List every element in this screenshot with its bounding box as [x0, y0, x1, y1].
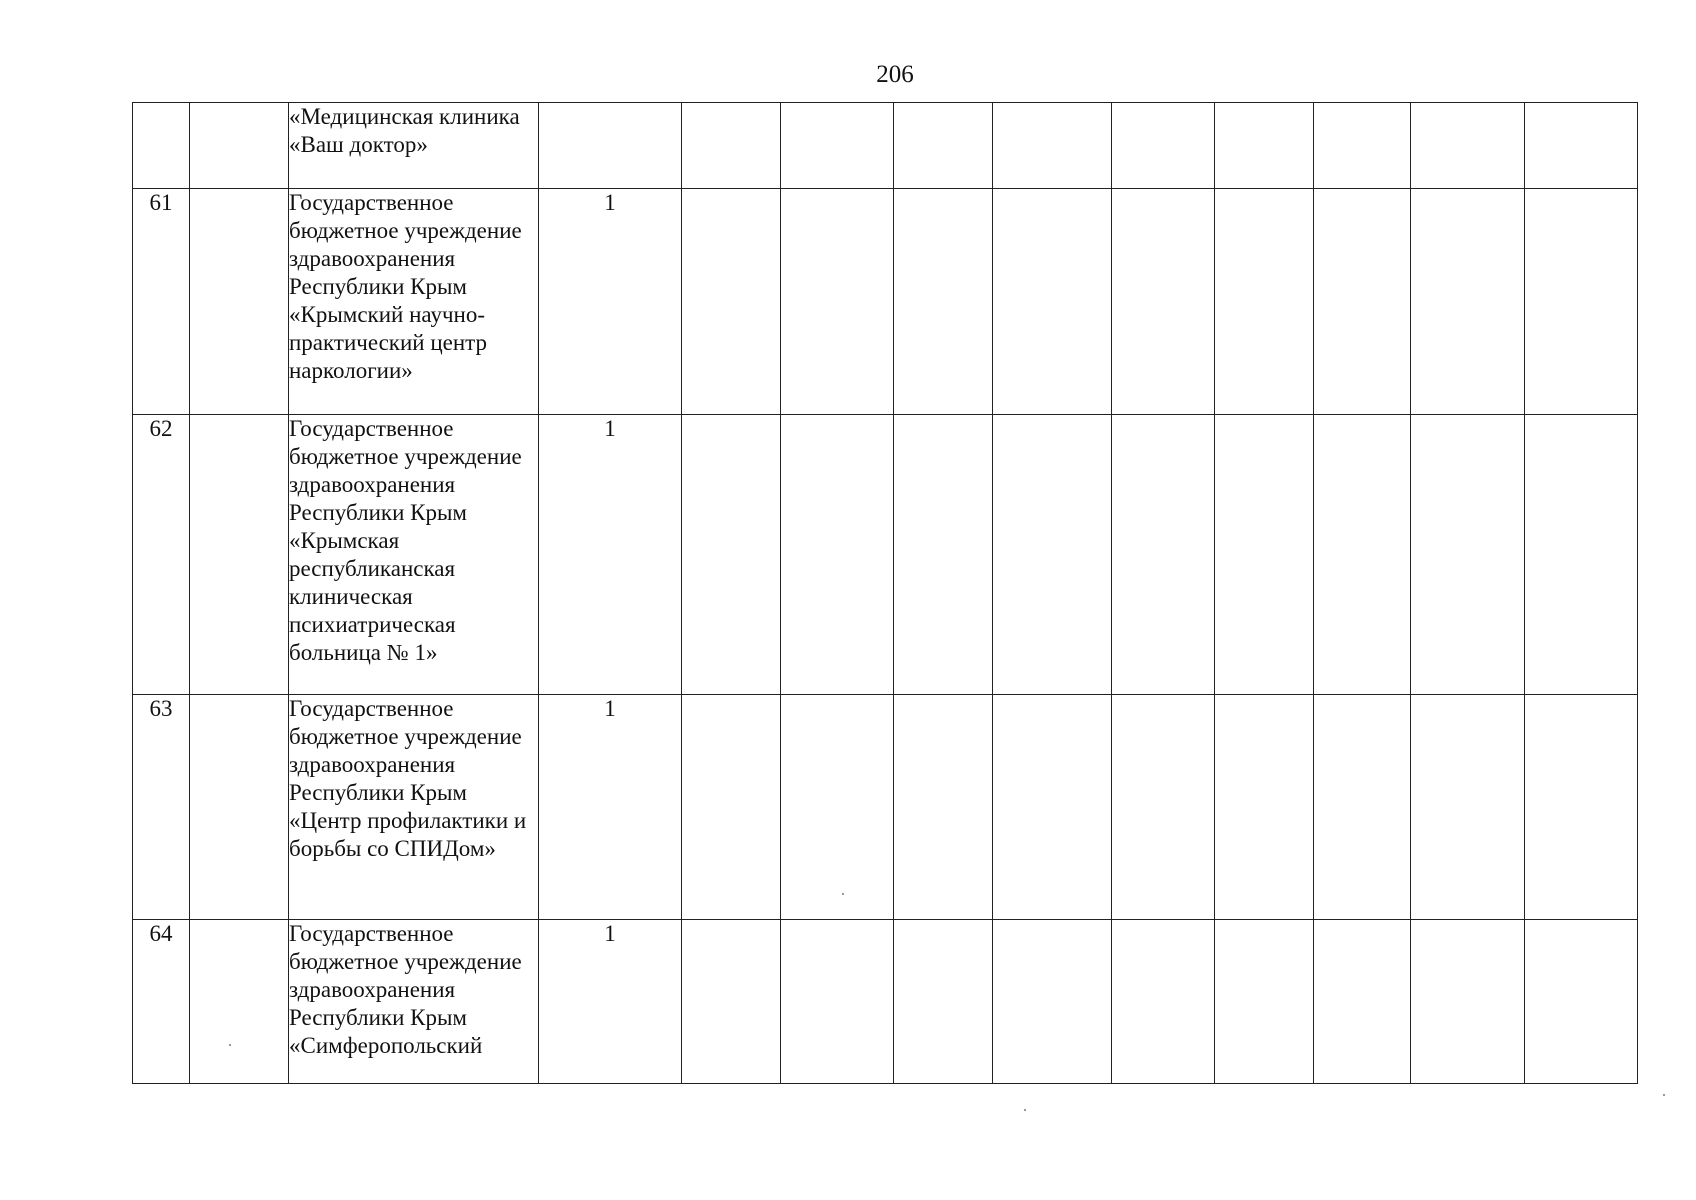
empty-cell: [781, 103, 894, 189]
empty-cell: [1314, 920, 1411, 1084]
row-number: 61: [133, 189, 190, 415]
quantity-cell: 1: [539, 415, 682, 695]
row-number: 64: [133, 920, 190, 1084]
empty-cell: [682, 695, 781, 920]
empty-cell: [190, 415, 289, 695]
row-number: [133, 103, 190, 189]
empty-cell: [1215, 189, 1314, 415]
empty-cell: [894, 695, 993, 920]
empty-cell: [894, 103, 993, 189]
institution-name: Государственное бюджетное учреждение здравоохранения Республики Крым «Симферопольский: [289, 920, 539, 1084]
empty-cell: [894, 920, 993, 1084]
institution-name: «Медицинская клиника «Ваш доктор»: [289, 103, 539, 189]
institution-name: Государственное бюджетное учреждение здравоохранения Республики Крым «Крымская республиканская клиническая психиатрическая больница № 1»: [289, 415, 539, 695]
empty-cell: [1314, 189, 1411, 415]
empty-cell: [993, 189, 1112, 415]
empty-cell: [1411, 920, 1525, 1084]
empty-cell: [1112, 103, 1215, 189]
quantity-cell: [539, 103, 682, 189]
empty-cell: [190, 103, 289, 189]
empty-cell: [682, 920, 781, 1084]
row-number: 62: [133, 415, 190, 695]
empty-cell: [1411, 103, 1525, 189]
empty-cell: [1525, 189, 1638, 415]
scan-speck: [1663, 1094, 1665, 1096]
empty-cell: [190, 695, 289, 920]
table-row: [133, 415, 1638, 695]
empty-cell: [1112, 695, 1215, 920]
empty-cell: [1215, 103, 1314, 189]
empty-cell: [1411, 695, 1525, 920]
empty-cell: [781, 189, 894, 415]
scan-speck: [229, 1044, 231, 1046]
quantity-cell: 1: [539, 695, 682, 920]
empty-cell: [1215, 695, 1314, 920]
table-row: [133, 920, 1638, 1084]
empty-cell: [781, 415, 894, 695]
table-row: [133, 695, 1638, 920]
empty-cell: [1112, 189, 1215, 415]
empty-cell: [1411, 415, 1525, 695]
empty-cell: [1314, 695, 1411, 920]
empty-cell: [1215, 920, 1314, 1084]
empty-cell: [190, 189, 289, 415]
empty-cell: [993, 695, 1112, 920]
empty-cell: [190, 920, 289, 1084]
empty-cell: [894, 189, 993, 415]
institution-name: Государственное бюджетное учреждение здравоохранения Республики Крым «Центр профилактики и борьбы со СПИДом»: [289, 695, 539, 920]
empty-cell: [1314, 103, 1411, 189]
empty-cell: [1525, 695, 1638, 920]
table-row: [133, 189, 1638, 415]
page-number: 206: [876, 61, 914, 88]
empty-cell: [993, 920, 1112, 1084]
empty-cell: [894, 415, 993, 695]
empty-cell: [1525, 103, 1638, 189]
empty-cell: [1525, 415, 1638, 695]
table-row: [133, 103, 1638, 189]
empty-cell: [1525, 920, 1638, 1084]
institution-name: Государственное бюджетное учреждение здравоохранения Республики Крым «Крымский научно-практический центр наркологии»: [289, 189, 539, 415]
empty-cell: [781, 695, 894, 920]
empty-cell: [1112, 920, 1215, 1084]
empty-cell: [1411, 189, 1525, 415]
empty-cell: [1314, 415, 1411, 695]
empty-cell: [1215, 415, 1314, 695]
empty-cell: [993, 415, 1112, 695]
empty-cell: [993, 103, 1112, 189]
empty-cell: [682, 415, 781, 695]
row-number: 63: [133, 695, 190, 920]
empty-cell: [781, 920, 894, 1084]
quantity-cell: 1: [539, 920, 682, 1084]
empty-cell: [682, 103, 781, 189]
empty-cell: [1112, 415, 1215, 695]
empty-cell: [682, 189, 781, 415]
institutions-table: [132, 102, 1638, 1084]
quantity-cell: 1: [539, 189, 682, 415]
scan-speck: [842, 893, 844, 895]
scan-speck: [1024, 1109, 1026, 1111]
